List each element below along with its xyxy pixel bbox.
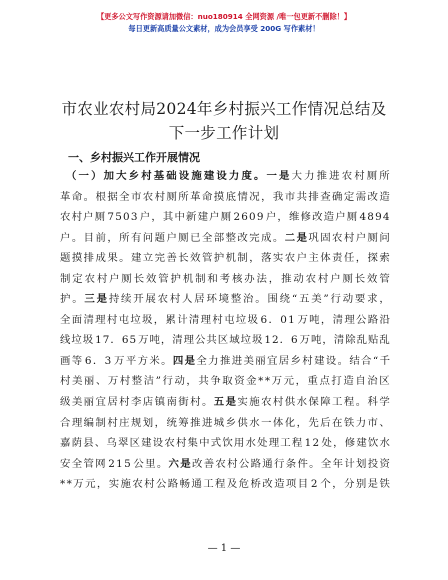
- document-title-line1: 市农业农村局2024年乡村振兴工作情况总结及: [61, 100, 387, 118]
- body-line: 级 美 丽 宜 居 村 李 店 镇 南 街 村 。 五 是 实 施 农 村 供 水 保 障 工 程 。 科 学: [60, 396, 390, 409]
- body-line: 农 村 户 厕 7 5 0 3 户 ， 其 中 新 建 户 厕 2 6 0 9 户 ， 维 修 改 造 户 厕 4 8 9 4: [60, 211, 390, 224]
- body-line: 安 全 管 网 2 1 5 公 里 。 六 是 改 善 农 村 公 路 通 行 条 件 。 全 年 计 划 投 资: [60, 457, 390, 470]
- section-heading: 一、乡村振兴工作开展情况: [68, 151, 200, 164]
- body-line: 合 理 编 制 村 庄 规 划 ， 统 筹 推 进 城 乡 供 水 一 体 化 ， 先 后 在 铁 力 市 、: [60, 416, 390, 429]
- promo-banner-line1: 【更多公文写作资源请加微信：nuo180914 全网资源 /唯一包更新不删除！】: [96, 12, 352, 21]
- body-line: 护 。 三 是 持 续 开 展 农 村 人 居 环 境 整 治 。 围 绕 “ 五 美 ” 行 动 要 求 ，: [60, 293, 390, 306]
- body-line: 革 命 。 根 据 全 市 农 村 厕 所 革 命 摸 底 情 况 ， 我 市 共 排 查 确 定 需 改 造: [60, 190, 390, 203]
- page-number: — 1 —: [207, 543, 241, 554]
- document-title-line2: 下一步工作计划: [168, 124, 280, 142]
- body-line: 线 垃 圾 1 7 ． 6 5 万 吨 ， 清 理 公 共 区 域 垃 圾 1 2 ． 6 万 吨 ， 清 除 乱 贴 乱: [60, 334, 390, 347]
- body-line: 户 。 目 前 ， 所 有 问 题 户 厕 已 全 部 整 改 完 成 。 二 是 巩 固 农 村 户 厕 问: [60, 231, 390, 244]
- body-line: * * 万 元 ， 实 施 农 村 公 路 畅 通 工 程 及 危 桥 改 造 项 目 2 个 ， 分 别 是 铁: [60, 478, 390, 491]
- body-line: 制 定 农 村 户 厕 长 效 管 护 机 制 和 考 核 办 法 ， 推 动 农 村 户 厕 长 效 管: [60, 272, 390, 285]
- body-line: 全 面 清 理 村 屯 垃 圾 ， 累 计 清 理 村 屯 垃 圾 6 ． 0 1 万 吨 ， 清 理 公 路 沿: [60, 313, 390, 326]
- body-line: （ 一 ） 加 大 乡 村 基 础 设 施 建 设 力 度 。 一 是 大 力 推 进 农 村 厕 所: [66, 170, 390, 182]
- body-text: [60, 166, 390, 495]
- body-line: 嘉 荫 县 、 乌 翠 区 建 设 农 村 集 中 式 饮 用 水 处 理 工 程 1 2 处 ， 修 建 饮 水: [60, 437, 390, 450]
- body-line: 题 摸 排 成 果 。 建 立 完 善 长 效 管 护 机 制 ， 落 实 农 户 主 体 责 任 ， 探 索: [60, 252, 390, 265]
- body-line: 村 美 丽 、 万 村 整 洁 ” 行 动 ， 共 争 取 资 金 * * 万 元 ， 重 点 打 造 自 治 区: [60, 375, 390, 388]
- body-line: 画 等 6 ． 3 万 平 方 米 。 四 是 全 力 推 进 美 丽 宜 居 乡 村 建 设 。 结 合 “ 千: [60, 354, 390, 367]
- promo-banner-line2: 每日更新高质量公文素材，成为会员享受 200G 写作素材！: [128, 24, 320, 33]
